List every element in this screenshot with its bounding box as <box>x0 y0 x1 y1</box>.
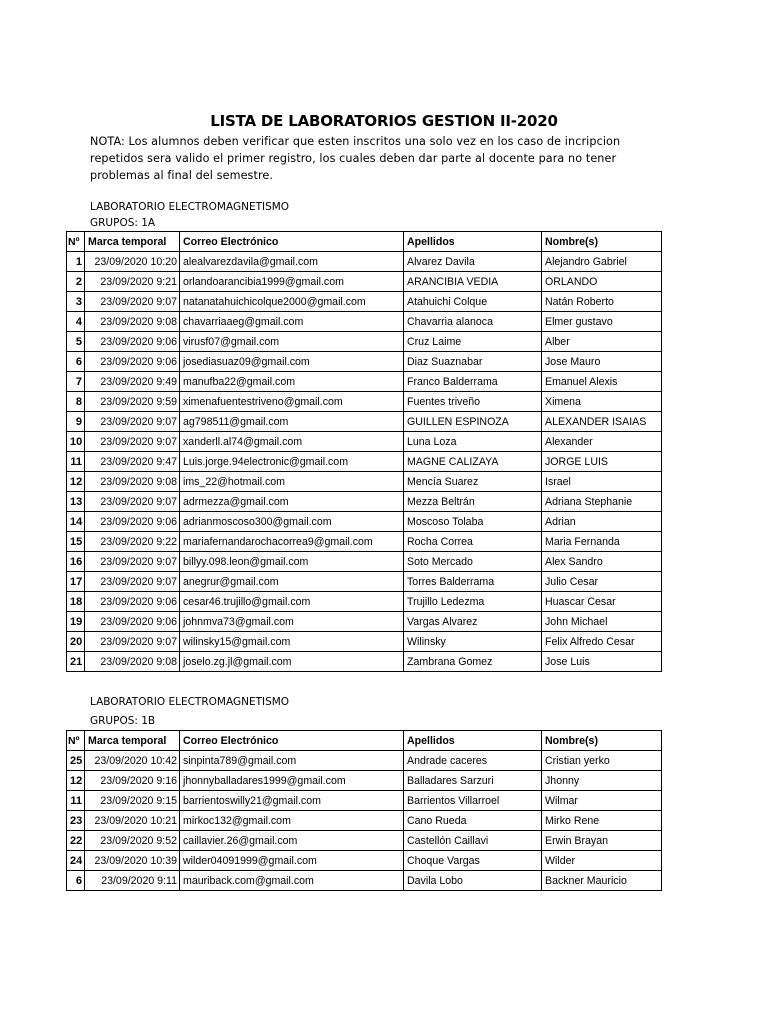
cell-timestamp: 23/09/2020 9:07 <box>85 292 180 312</box>
table-row <box>67 392 662 412</box>
cell-names: Emanuel Alexis <box>542 372 662 392</box>
note-text: NOTA: Los alumnos deben verificar que esten inscritos una solo vez en los caso de incripcion repetidos sera valido el primer registro, los cuales deben dar parte al docente para no tener problemas al final del semestre. <box>90 135 621 182</box>
cell-names: Alex Sandro <box>542 552 662 572</box>
cell-surnames: Andrade caceres <box>404 751 542 771</box>
cell-names: Wilmar <box>542 791 662 811</box>
table-row <box>67 632 662 652</box>
cell-surnames: MAGNE CALIZAYA <box>404 452 542 472</box>
cell-number: 11 <box>67 452 85 472</box>
cell-timestamp: 23/09/2020 9:11 <box>85 871 180 891</box>
cell-timestamp: 23/09/2020 9:15 <box>85 791 180 811</box>
cell-surnames: Mencía Suarez <box>404 472 542 492</box>
table-row <box>67 412 662 432</box>
cell-email: johnmva73@gmail.com <box>180 612 404 632</box>
table-row <box>67 532 662 552</box>
cell-timestamp: 23/09/2020 9:07 <box>85 412 180 432</box>
cell-number: 24 <box>67 851 85 871</box>
cell-email: caillavier.26@gmail.com <box>180 831 404 851</box>
table-row <box>67 452 662 472</box>
cell-number: 25 <box>67 751 85 771</box>
cell-number: 6 <box>67 352 85 372</box>
cell-timestamp: 23/09/2020 9:49 <box>85 372 180 392</box>
cell-number: 21 <box>67 652 85 672</box>
cell-timestamp: 23/09/2020 9:06 <box>85 352 180 372</box>
cell-timestamp: 23/09/2020 9:06 <box>85 592 180 612</box>
cell-surnames: Chavarria alanoca <box>404 312 542 332</box>
cell-names: Alejandro Gabriel <box>542 252 662 272</box>
table-row <box>67 492 662 512</box>
cell-names: Mirko Rene <box>542 811 662 831</box>
cell-surnames: Cano Rueda <box>404 811 542 831</box>
header-timestamp: Marca temporal <box>85 731 180 751</box>
table-row <box>67 272 662 292</box>
table-row <box>67 312 662 332</box>
cell-number: 10 <box>67 432 85 452</box>
cell-surnames: Rocha Correa <box>404 532 542 552</box>
table-row <box>67 552 662 572</box>
cell-names: Wilder <box>542 851 662 871</box>
cell-names: Elmer gustavo <box>542 312 662 332</box>
cell-surnames: Zambrana Gomez <box>404 652 542 672</box>
cell-timestamp: 23/09/2020 10:39 <box>85 851 180 871</box>
cell-email: cesar46.trujillo@gmail.com <box>180 592 404 612</box>
cell-number: 9 <box>67 412 85 432</box>
cell-number: 16 <box>67 552 85 572</box>
cell-email: adrianmoscoso300@gmail.com <box>180 512 404 532</box>
table-row <box>67 592 662 612</box>
table-row <box>67 652 662 672</box>
header-timestamp: Marca temporal <box>85 232 180 252</box>
cell-timestamp: 23/09/2020 9:07 <box>85 432 180 452</box>
cell-email: alealvarezdavila@gmail.com <box>180 252 404 272</box>
header-surnames: Apellidos <box>404 232 542 252</box>
table-row <box>67 292 662 312</box>
header-names: Nombre(s) <box>542 731 662 751</box>
cell-number: 2 <box>67 272 85 292</box>
cell-number: 5 <box>67 332 85 352</box>
cell-number: 18 <box>67 592 85 612</box>
section1-lab-label: LABORATORIO ELECTROMAGNETISMO <box>90 201 290 213</box>
cell-surnames: Soto Mercado <box>404 552 542 572</box>
table-header-row <box>67 232 662 252</box>
cell-names: Adriana Stephanie <box>542 492 662 512</box>
cell-names: John Michael <box>542 612 662 632</box>
table-row <box>67 612 662 632</box>
cell-email: anegrur@gmail.com <box>180 572 404 592</box>
cell-timestamp: 23/09/2020 9:06 <box>85 332 180 352</box>
table-header-row <box>67 731 662 751</box>
cell-surnames: Davila Lobo <box>404 871 542 891</box>
cell-surnames: Barrientos Villarroel <box>404 791 542 811</box>
cell-number: 15 <box>67 532 85 552</box>
cell-surnames: Cruz Laime <box>404 332 542 352</box>
cell-number: 17 <box>67 572 85 592</box>
header-email: Correo Electrónico <box>180 731 404 751</box>
cell-email: ims_22@hotmail.com <box>180 472 404 492</box>
cell-surnames: ARANCIBIA VEDIA <box>404 272 542 292</box>
cell-timestamp: 23/09/2020 9:06 <box>85 612 180 632</box>
cell-names: JORGE LUIS <box>542 452 662 472</box>
cell-email: virusf07@gmail.com <box>180 332 404 352</box>
cell-surnames: Diaz Suaznabar <box>404 352 542 372</box>
cell-timestamp: 23/09/2020 10:21 <box>85 811 180 831</box>
cell-timestamp: 23/09/2020 9:08 <box>85 312 180 332</box>
cell-email: manufba22@gmail.com <box>180 372 404 392</box>
cell-email: adrmezza@gmail.com <box>180 492 404 512</box>
table-group-1b <box>66 730 662 891</box>
cell-email: mauriback.com@gmail.com <box>180 871 404 891</box>
cell-names: Alber <box>542 332 662 352</box>
table-row <box>67 791 662 811</box>
cell-names: Alexander <box>542 432 662 452</box>
cell-timestamp: 23/09/2020 9:22 <box>85 532 180 552</box>
cell-email: billyy.098.leon@gmail.com <box>180 552 404 572</box>
cell-number: 3 <box>67 292 85 312</box>
cell-names: Backner Mauricio <box>542 871 662 891</box>
cell-timestamp: 23/09/2020 9:07 <box>85 572 180 592</box>
section2-group-label: GRUPOS: 1B <box>90 715 156 727</box>
table-row <box>67 851 662 871</box>
cell-surnames: Balladares Sarzuri <box>404 771 542 791</box>
cell-timestamp: 23/09/2020 9:06 <box>85 512 180 532</box>
cell-names: Natán Roberto <box>542 292 662 312</box>
cell-number: 22 <box>67 831 85 851</box>
cell-surnames: Choque Vargas <box>404 851 542 871</box>
cell-number: 23 <box>67 811 85 831</box>
cell-number: 20 <box>67 632 85 652</box>
cell-number: 19 <box>67 612 85 632</box>
cell-surnames: GUILLEN ESPINOZA <box>404 412 542 432</box>
cell-number: 12 <box>67 771 85 791</box>
cell-timestamp: 23/09/2020 9:59 <box>85 392 180 412</box>
table-row <box>67 572 662 592</box>
header-names: Nombre(s) <box>542 232 662 252</box>
cell-timestamp: 23/09/2020 10:42 <box>85 751 180 771</box>
cell-email: natanatahuichicolque2000@gmail.com <box>180 292 404 312</box>
header-surnames: Apellidos <box>404 731 542 751</box>
cell-names: Julio Cesar <box>542 572 662 592</box>
table-row <box>67 871 662 891</box>
cell-timestamp: 23/09/2020 9:07 <box>85 552 180 572</box>
cell-names: Huascar Cesar <box>542 592 662 612</box>
cell-email: mariafernandarochacorrea9@gmail.com <box>180 532 404 552</box>
header-email: Correo Electrónico <box>180 232 404 252</box>
cell-surnames: Trujillo Ledezma <box>404 592 542 612</box>
table-row <box>67 332 662 352</box>
cell-number: 6 <box>67 871 85 891</box>
table-row <box>67 252 662 272</box>
cell-surnames: Vargas Alvarez <box>404 612 542 632</box>
cell-names: Ximena <box>542 392 662 412</box>
cell-email: xanderll.al74@gmail.com <box>180 432 404 452</box>
cell-surnames: Castellón Caillavi <box>404 831 542 851</box>
page-title: LISTA DE LABORATORIOS GESTION II-2020 <box>210 112 558 130</box>
cell-timestamp: 23/09/2020 9:52 <box>85 831 180 851</box>
cell-number: 1 <box>67 252 85 272</box>
cell-surnames: Alvarez Davila <box>404 252 542 272</box>
cell-surnames: Fuentes triveño <box>404 392 542 412</box>
cell-timestamp: 23/09/2020 10:20 <box>85 252 180 272</box>
cell-email: wilinsky15@gmail.com <box>180 632 404 652</box>
cell-email: ag798511@gmail.com <box>180 412 404 432</box>
cell-names: Jose Luis <box>542 652 662 672</box>
cell-names: Israel <box>542 472 662 492</box>
cell-email: jhonnyballadares1999@gmail.com <box>180 771 404 791</box>
cell-email: ximenafuentestriveno@gmail.com <box>180 392 404 412</box>
cell-names: Adrian <box>542 512 662 532</box>
cell-surnames: Torres Balderrama <box>404 572 542 592</box>
cell-email: sinpinta789@gmail.com <box>180 751 404 771</box>
cell-timestamp: 23/09/2020 9:08 <box>85 472 180 492</box>
cell-number: 8 <box>67 392 85 412</box>
cell-number: 12 <box>67 472 85 492</box>
cell-email: mirkoc132@gmail.com <box>180 811 404 831</box>
table-row <box>67 811 662 831</box>
table-row <box>67 831 662 851</box>
cell-surnames: Franco Balderrama <box>404 372 542 392</box>
cell-timestamp: 23/09/2020 9:47 <box>85 452 180 472</box>
cell-email: orlandoarancibia1999@gmail.com <box>180 272 404 292</box>
cell-surnames: Wilinsky <box>404 632 542 652</box>
cell-timestamp: 23/09/2020 9:07 <box>85 632 180 652</box>
cell-number: 13 <box>67 492 85 512</box>
table-row <box>67 771 662 791</box>
cell-timestamp: 23/09/2020 9:21 <box>85 272 180 292</box>
cell-email: wilder04091999@gmail.com <box>180 851 404 871</box>
cell-names: Cristian yerko <box>542 751 662 771</box>
cell-names: ALEXANDER ISAIAS <box>542 412 662 432</box>
cell-names: Jose Mauro <box>542 352 662 372</box>
table-row <box>67 352 662 372</box>
cell-email: josediasuaz09@gmail.com <box>180 352 404 372</box>
table-row <box>67 372 662 392</box>
cell-names: Erwin Brayan <box>542 831 662 851</box>
cell-number: 4 <box>67 312 85 332</box>
cell-timestamp: 23/09/2020 9:16 <box>85 771 180 791</box>
cell-number: 7 <box>67 372 85 392</box>
cell-names: Felix Alfredo Cesar <box>542 632 662 652</box>
cell-email: Luis.jorge.94electronic@gmail.com <box>180 452 404 472</box>
cell-timestamp: 23/09/2020 9:07 <box>85 492 180 512</box>
cell-names: ORLANDO <box>542 272 662 292</box>
cell-number: 14 <box>67 512 85 532</box>
cell-surnames: Luna Loza <box>404 432 542 452</box>
cell-email: barrientoswilly21@gmail.com <box>180 791 404 811</box>
table-row <box>67 472 662 492</box>
table-row <box>67 432 662 452</box>
cell-email: joselo.zg.jl@gmail.com <box>180 652 404 672</box>
cell-email: chavarriaaeg@gmail.com <box>180 312 404 332</box>
header-number: Nº <box>67 232 85 252</box>
section1-group-label: GRUPOS: 1A <box>90 217 156 229</box>
cell-names: Jhonny <box>542 771 662 791</box>
table-group-1a <box>66 231 662 672</box>
cell-surnames: Mezza Beltrán <box>404 492 542 512</box>
table-row <box>67 512 662 532</box>
cell-names: Maria Fernanda <box>542 532 662 552</box>
cell-surnames: Moscoso Tolaba <box>404 512 542 532</box>
table-row <box>67 751 662 771</box>
cell-timestamp: 23/09/2020 9:08 <box>85 652 180 672</box>
cell-number: 11 <box>67 791 85 811</box>
cell-surnames: Atahuichi Colque <box>404 292 542 312</box>
header-number: Nº <box>67 731 85 751</box>
section2-lab-label: LABORATORIO ELECTROMAGNETISMO <box>90 696 290 708</box>
